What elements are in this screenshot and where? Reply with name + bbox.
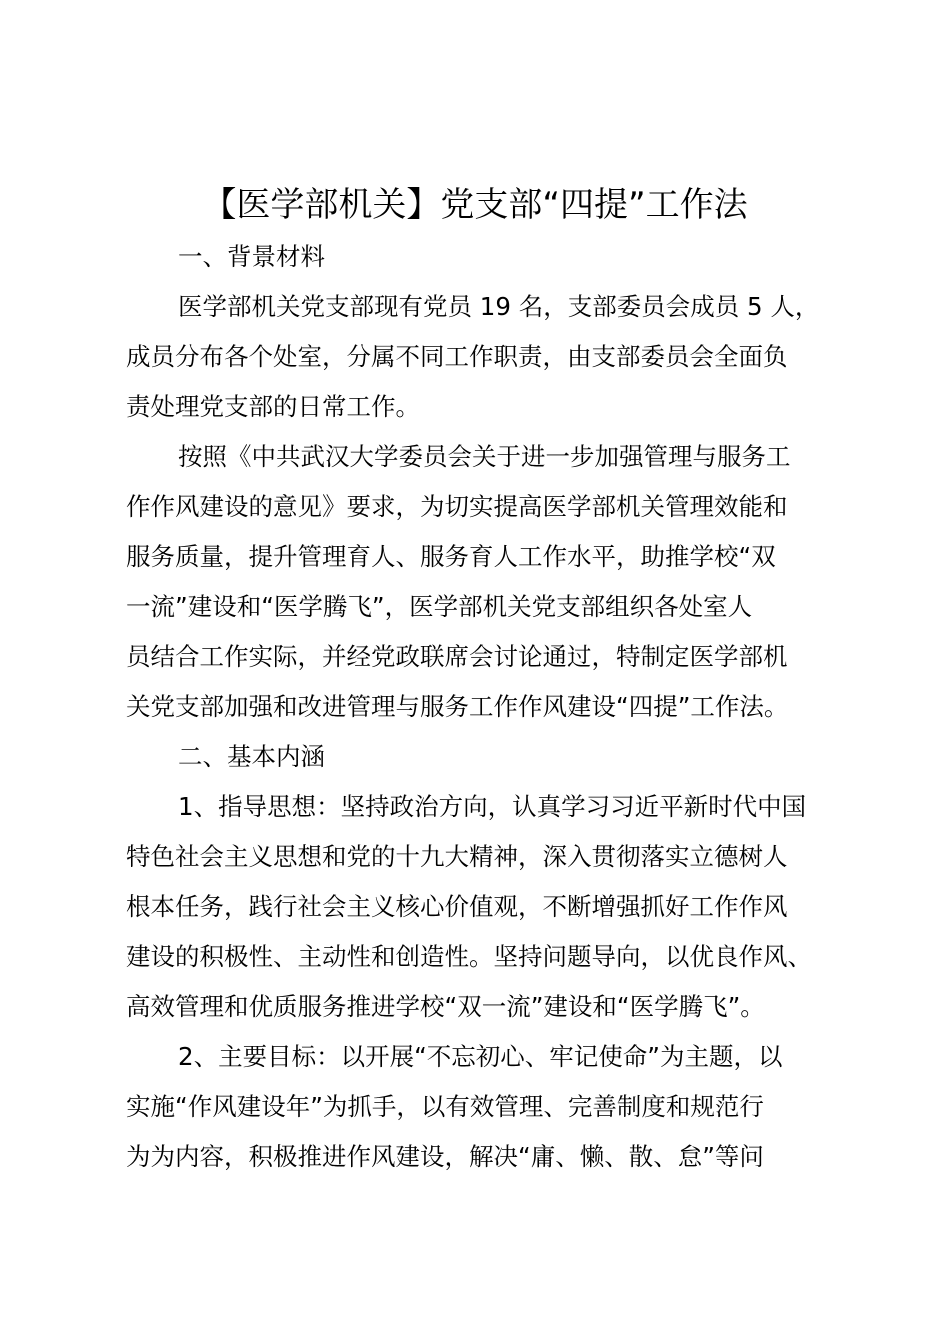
paragraph-guiding-ideology — [126, 782, 836, 1032]
text-line: 服务质量，提升管理育人、服务育人工作水平，助推学校“双 — [126, 542, 776, 571]
text-line: 按照《中共武汉大学委员会关于进一步加强管理与服务工 — [178, 442, 791, 471]
text-line: 建设的积极性、主动性和创造性。坚持问题导向，以优良作风、 — [126, 942, 812, 971]
text-line: 成员分布各个处室，分属不同工作职责，由支部委员会全面负 — [126, 342, 788, 371]
document-body — [126, 232, 836, 1182]
text-line: 一流”建设和“医学腾飞”，医学部机关党支部组织各处室人 — [126, 592, 753, 621]
text-line: 特色社会主义思想和党的十九大精神，深入贯彻落实立德树人 — [126, 842, 788, 871]
paragraph-party-branch-overview — [126, 282, 836, 432]
text-line: 关党支部加强和改进管理与服务工作作风建设“四提”工作法。 — [126, 692, 789, 721]
text-line: 实施“作风建设年”为抓手，以有效管理、完善制度和规范行 — [126, 1092, 764, 1121]
text-line: 2、主要目标：以开展“不忘初心、牢记使命”为主题，以 — [178, 1042, 783, 1071]
section-heading-basic-connotation: 二、基本内涵 — [178, 742, 325, 771]
text-line: 医学部机关党支部现有党员 19 名，支部委员会成员 5 人， — [178, 292, 820, 321]
paragraph-work-method-origin — [126, 432, 836, 732]
text-line: 根本任务，践行社会主义核心价值观，不断增强抓好工作作风 — [126, 892, 788, 921]
document-title: 【医学部机关】党支部“四提”工作法 — [202, 185, 748, 225]
section-heading-background: 一、背景材料 — [178, 242, 325, 271]
text-line: 1、指导思想：坚持政治方向，认真学习习近平新时代中国 — [178, 792, 807, 821]
text-line: 责处理党支部的日常工作。 — [126, 392, 420, 421]
text-line: 员结合工作实际，并经党政联席会讨论通过，特制定医学部机 — [126, 642, 788, 671]
text-line: 高效管理和优质服务推进学校“双一流”建设和“医学腾飞”。 — [126, 992, 765, 1021]
text-line: 为为内容，积极推进作风建设，解决“庸、懒、散、怠”等问 — [126, 1142, 764, 1171]
text-line: 作作风建设的意见》要求，为切实提高医学部机关管理效能和 — [126, 492, 788, 521]
paragraph-main-goals — [126, 1032, 836, 1182]
